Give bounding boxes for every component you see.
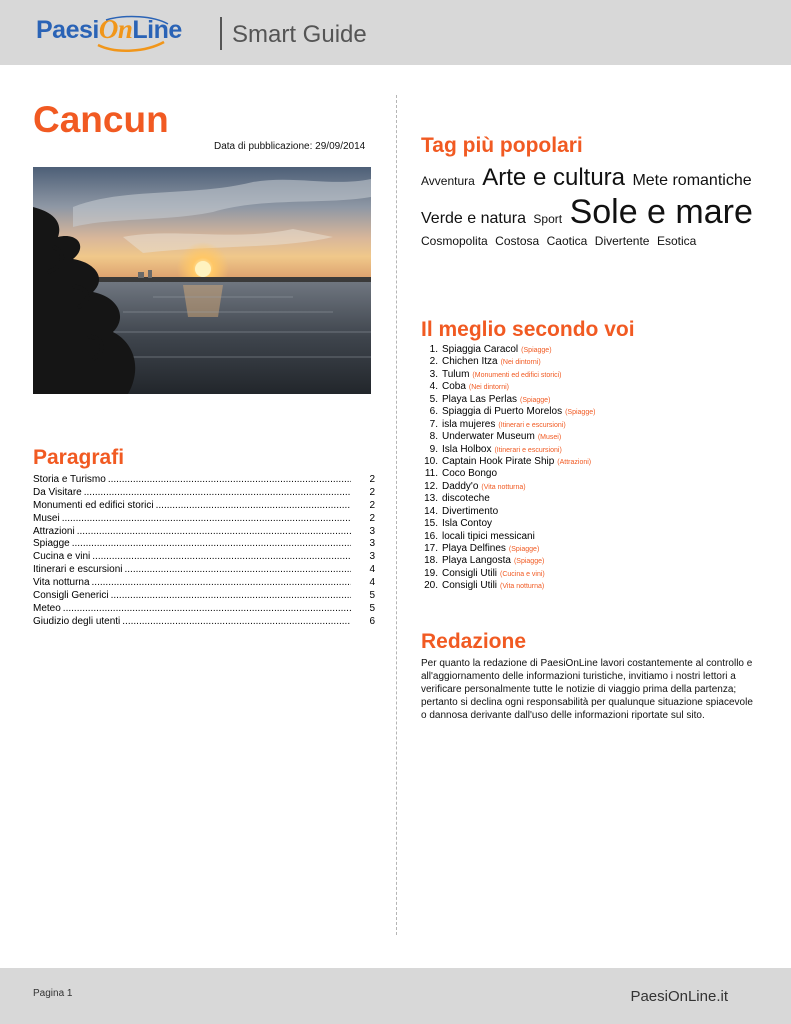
best-item-number: 6.: [429, 406, 438, 418]
best-item-number: 8.: [429, 431, 438, 443]
best-item-name[interactable]: Playa Langosta: [442, 555, 511, 567]
toc-row[interactable]: [33, 590, 375, 603]
column-divider: [396, 95, 397, 935]
toc-row[interactable]: [33, 616, 375, 629]
best-item-category[interactable]: (Monumenti ed edifici storici): [472, 371, 562, 379]
best-item-category[interactable]: (Musei): [537, 434, 562, 442]
toc-item-name: Da Visitare: [33, 486, 82, 498]
tag-link[interactable]: Sole e mare: [569, 193, 753, 232]
best-item-category[interactable]: (Itinerari e escursioni): [494, 446, 562, 454]
paragrafi-heading: Paragrafi: [33, 446, 125, 469]
best-item-category[interactable]: (Vita notturna): [481, 483, 526, 491]
best-item-category[interactable]: (Nei dintorni): [500, 359, 541, 367]
toc-page-number: 3: [369, 525, 375, 537]
publication-date: Data di pubblicazione: 29/09/2014: [214, 141, 366, 152]
best-list-item[interactable]: [421, 468, 771, 480]
best-item-number: 15.: [424, 518, 438, 530]
toc-item-name: Spiagge: [33, 538, 70, 550]
toc-row[interactable]: [33, 577, 375, 590]
tag-link[interactable]: Esotica: [656, 234, 697, 249]
toc-leader-dots: [111, 590, 351, 601]
tag-link[interactable]: Cosmopolita: [421, 234, 488, 249]
best-list-item[interactable]: [421, 493, 771, 505]
best-item-name[interactable]: Consigli Utili: [442, 580, 498, 592]
toc-page-number: 5: [369, 590, 375, 602]
toc-item-name: Meteo: [33, 602, 61, 614]
best-list-item[interactable]: [421, 506, 771, 518]
best-item-number: 12.: [424, 480, 438, 492]
logo-part-on: On: [98, 14, 133, 44]
page-title: Cancun: [33, 99, 169, 140]
best-item-category[interactable]: (Itinerari e escursioni): [498, 421, 566, 429]
toc-item-name: Monumenti ed edifici storici: [33, 499, 154, 511]
toc-row[interactable]: [33, 487, 375, 500]
best-item-category[interactable]: (Spiagge): [521, 347, 552, 354]
best-item-name[interactable]: Playa Delfines: [442, 543, 506, 554]
best-item-name[interactable]: discoteche: [442, 493, 490, 505]
toc-row[interactable]: [33, 551, 375, 564]
best-item-category[interactable]: (Spiagge): [565, 409, 596, 417]
toc-leader-dots: [77, 526, 351, 537]
best-item-number: 1.: [429, 344, 438, 355]
page-number: Pagina 1: [33, 988, 73, 999]
best-list-item[interactable]: [421, 456, 771, 468]
best-item-name[interactable]: Consigli Utili: [442, 567, 498, 579]
toc-item-name: Storia e Turismo: [33, 474, 106, 485]
best-item-category[interactable]: (Spiagge): [520, 396, 551, 404]
logo-part-paesi: Paesi: [36, 16, 99, 44]
toc-page-number: 6: [369, 615, 375, 627]
best-list: [421, 344, 771, 593]
best-item-category[interactable]: (Spiagge): [508, 546, 540, 553]
toc-page-number: 4: [369, 564, 375, 576]
toc-row[interactable]: [33, 500, 375, 513]
best-item-number: 18.: [424, 555, 438, 567]
best-list-item[interactable]: [421, 444, 771, 456]
best-list-item[interactable]: [421, 356, 771, 368]
best-item-name[interactable]: Coco Bongo: [442, 468, 498, 480]
toc-page-number: 4: [369, 577, 375, 589]
best-item-name[interactable]: Underwater Museum: [442, 431, 535, 443]
best-list-item[interactable]: [421, 531, 771, 543]
toc-row[interactable]: [33, 526, 375, 539]
toc-leader-dots: [122, 616, 351, 627]
toc-row[interactable]: [33, 564, 375, 577]
cancun-sunset-photo: [33, 167, 371, 394]
toc-page-number: 3: [369, 538, 375, 550]
best-item-number: 7.: [429, 418, 438, 430]
toc-page-number: 2: [369, 486, 375, 498]
logo-part-line: Line: [132, 16, 182, 44]
paesionline-logo[interactable]: [36, 14, 182, 54]
best-item-number: 11.: [424, 468, 438, 480]
best-item-name[interactable]: Captain Hook Pirate Ship: [442, 455, 555, 467]
best-item-category[interactable]: (Cucina e vini): [500, 570, 545, 578]
best-list-item[interactable]: [421, 406, 771, 418]
best-heading: Il meglio secondo voi: [421, 318, 635, 341]
best-list-item[interactable]: [421, 344, 771, 356]
best-item-name[interactable]: Daddy'o: [442, 480, 479, 492]
best-list-item[interactable]: [421, 369, 771, 381]
toc-leader-dots: [84, 487, 351, 498]
toc-leader-dots: [108, 474, 351, 485]
toc-page-number: 2: [369, 474, 375, 485]
best-item-name[interactable]: Divertimento: [442, 505, 499, 517]
toc-leader-dots: [92, 551, 351, 562]
toc-item-name: Musei: [33, 512, 60, 524]
best-item-category[interactable]: (Vita notturna): [500, 583, 545, 591]
toc-leader-dots: [62, 513, 351, 524]
tag-link[interactable]: Caotica: [546, 234, 588, 249]
best-item-category[interactable]: (Nei dintorni): [468, 384, 509, 392]
best-item-number: 10.: [424, 455, 438, 467]
best-item-number: 19.: [424, 567, 438, 579]
site-link[interactable]: PaesiOnLine.it: [630, 988, 728, 1005]
best-list-item[interactable]: [421, 481, 771, 493]
best-item-number: 9.: [429, 443, 438, 455]
tag-link[interactable]: Mete romantiche: [632, 172, 752, 189]
toc-leader-dots: [92, 577, 351, 588]
best-item-name[interactable]: Spiaggia Caracol: [442, 344, 519, 355]
toc-item-name: Itinerari e escursioni: [33, 564, 123, 576]
best-item-name[interactable]: Playa Las Perlas: [442, 393, 518, 405]
header-title: Smart Guide: [232, 21, 367, 48]
best-item-name[interactable]: Tulum: [442, 368, 470, 380]
redazione-heading: Redazione: [421, 630, 527, 653]
tags-heading: Tag più popolari: [421, 134, 583, 157]
best-item-number: 3.: [429, 368, 438, 380]
footer-band: [0, 968, 791, 1024]
toc-item-name: Vita notturna: [33, 577, 90, 589]
logo-swoosh-icon: [36, 14, 206, 54]
tag-link[interactable]: Arte e cultura: [482, 164, 625, 191]
tag-link[interactable]: Sport: [533, 212, 563, 227]
sunset-image-icon: [33, 167, 371, 394]
best-item-name[interactable]: Isla Contoy: [442, 518, 493, 530]
toc-item-name: Attrazioni: [33, 525, 75, 537]
best-list-item[interactable]: [421, 394, 771, 406]
toc-page-number: 2: [369, 512, 375, 524]
toc-row[interactable]: [33, 474, 375, 487]
toc-item-name: Cucina e vini: [33, 551, 91, 563]
toc-row[interactable]: [33, 513, 375, 526]
redazione-text: Per quanto la redazione di PaesiOnLine lavori costantemente al controllo e all'aggiornamento delle informazioni turistiche, invitiamo i nostri lettori a verificare personalmente tutte le notizie di viaggio prima della partenza; pertanto si declina ogni responsabilità per qualunque situazione spiacevole o dannosa derivante dall'uso delle informazioni riportate sul sito.: [421, 658, 753, 721]
toc-row[interactable]: [33, 603, 375, 616]
best-item-name[interactable]: Spiaggia di Puerto Morelos: [442, 406, 563, 418]
best-item-name[interactable]: Chichen Itza: [442, 356, 498, 368]
best-item-number: 4.: [429, 381, 438, 393]
best-item-name[interactable]: locali tipici messicani: [442, 530, 535, 542]
tag-cloud: [421, 164, 766, 251]
best-list-item[interactable]: [421, 555, 771, 567]
header-separator: [220, 17, 222, 50]
best-item-number: 5.: [429, 393, 438, 405]
best-list-item[interactable]: [421, 431, 771, 443]
toc-leader-dots: [156, 500, 351, 511]
toc-page-number: 2: [369, 499, 375, 511]
toc-page-number: 5: [369, 602, 375, 614]
toc-leader-dots: [72, 538, 351, 549]
toc-leader-dots: [63, 603, 351, 614]
toc-page-number: 3: [369, 551, 375, 563]
tag-link[interactable]: Avventura: [421, 174, 475, 188]
tag-link[interactable]: Costosa: [495, 234, 540, 249]
best-item-number: 2.: [429, 356, 438, 368]
best-item-category[interactable]: (Attrazioni): [557, 458, 592, 466]
best-item-number: 20.: [424, 580, 438, 592]
toc-item-name: Giudizio degli utenti: [33, 615, 121, 627]
tag-link[interactable]: Verde e natura: [421, 210, 526, 228]
best-list-item[interactable]: [421, 543, 771, 555]
best-list-item[interactable]: [421, 568, 771, 580]
best-list-item[interactable]: [421, 580, 771, 592]
toc-row[interactable]: [33, 538, 375, 551]
best-item-number: 13.: [424, 493, 438, 505]
header-band: [0, 0, 791, 65]
tag-link[interactable]: Divertente: [594, 234, 650, 249]
best-list-item[interactable]: [421, 518, 771, 530]
best-item-category[interactable]: (Spiagge): [513, 558, 545, 566]
toc-leader-dots: [124, 564, 351, 575]
toc-item-name: Consigli Generici: [33, 590, 109, 602]
best-item-name[interactable]: isla mujeres: [442, 418, 496, 430]
best-list-item[interactable]: [421, 419, 771, 431]
best-item-name[interactable]: Isla Holbox: [442, 443, 492, 455]
best-item-number: 16.: [424, 530, 438, 542]
best-list-item[interactable]: [421, 381, 771, 393]
paragrafi-toc: [33, 474, 375, 629]
best-item-number: 17.: [424, 543, 438, 554]
best-item-number: 14.: [424, 505, 438, 517]
best-item-name[interactable]: Coba: [442, 381, 466, 393]
